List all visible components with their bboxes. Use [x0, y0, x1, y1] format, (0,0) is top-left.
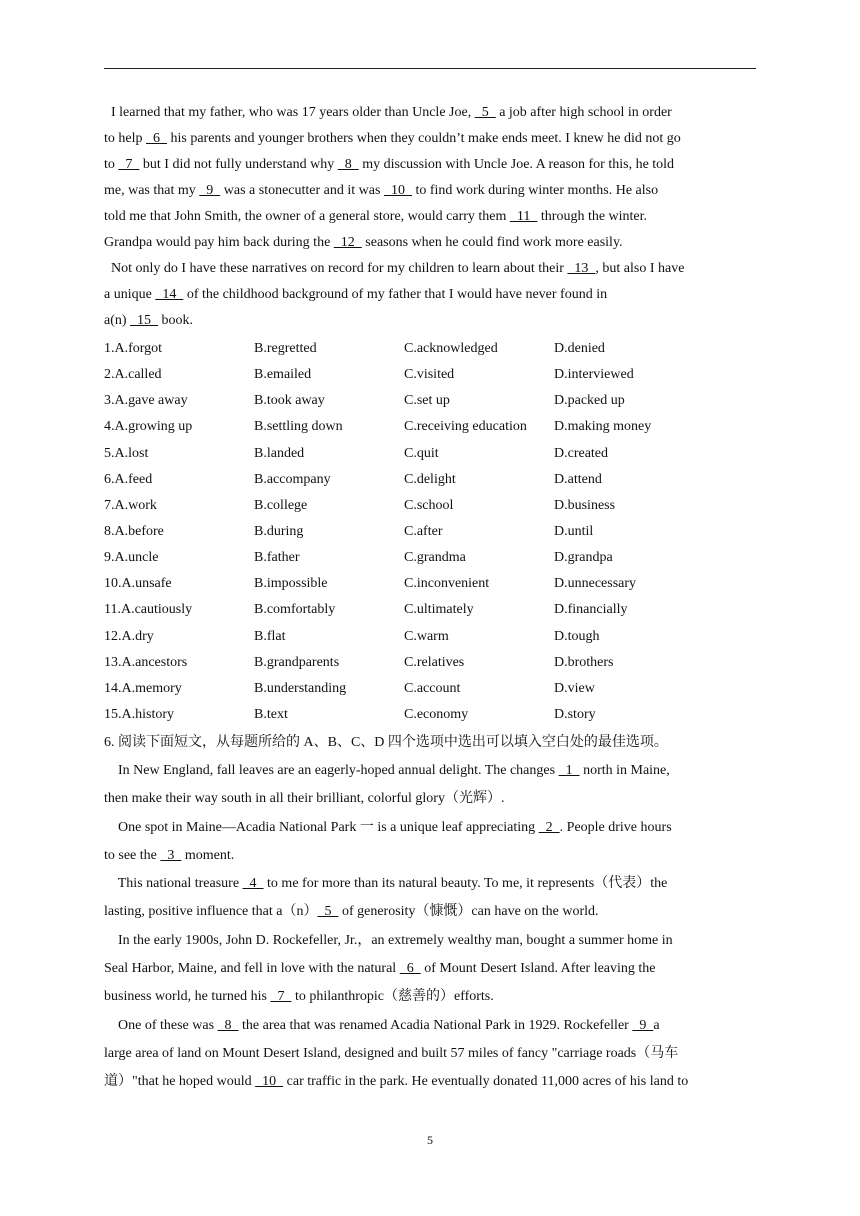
passage-line [104, 814, 764, 842]
option-choice: 4.A.growing up [104, 419, 193, 435]
text-segment: to philanthropic（慈善的）efforts. [291, 989, 494, 1005]
text-segment: Seal Harbor, Maine, and fell in love with the natural [104, 961, 400, 977]
option-choice: C.relatives [404, 654, 465, 670]
text-segment: then make their way south in all their brilliant, colorful glory（光辉）. [104, 791, 505, 807]
option-choice: C.warm [404, 628, 449, 644]
answer-blank: 9 [199, 183, 221, 198]
text-segment: a [653, 1017, 660, 1033]
option-choice: D.created [554, 445, 609, 461]
option-choice: 5.A.lost [104, 445, 149, 461]
answer-blank: 6 [146, 131, 167, 146]
text-segment: of the childhood background of my father that I would have never found in [183, 287, 608, 302]
passage-line [104, 256, 764, 282]
answer-blank: 7 [270, 989, 292, 1005]
passage-line [104, 983, 764, 1011]
option-choice: D.packed up [554, 393, 625, 409]
option-choice: 11.A.cautiously [104, 602, 193, 618]
option-choice: C.set up [404, 393, 450, 409]
text-segment: the area that was renamed Acadia National Park in 1929. Rockefeller [238, 1017, 633, 1033]
answer-blank: 7 [118, 157, 140, 172]
option-choice: C.visited [404, 367, 455, 383]
text-segment: my discussion with Uncle Joe. A reason for this, he told [358, 157, 675, 172]
passage-line [104, 927, 764, 955]
text-segment: to help [104, 131, 146, 146]
option-choice: C.after [404, 523, 443, 539]
text-segment: seasons when he could find work more easily. [361, 235, 623, 250]
option-choice: 12.A.dry [104, 628, 154, 644]
option-choice: 6.A.feed [104, 471, 153, 487]
passage-line [104, 178, 764, 204]
text-segment: me, was that my [104, 183, 200, 198]
option-choice: B.took away [254, 393, 325, 409]
passage-line [104, 757, 764, 785]
passage-line [104, 152, 764, 178]
passage-line [104, 126, 764, 152]
text-segment: to find work during winter months. He also [411, 183, 659, 198]
section-6-heading: 6. 阅读下面短文，从每题所给的 A、B、C、D 四个选项中选出可以填入空白处的最佳选项。 [104, 735, 668, 750]
passage-line [104, 955, 764, 983]
text-segment: lasting, positive influence that a（n） [104, 904, 318, 920]
option-choice: C.grandma [404, 550, 466, 566]
text-segment: of generosity（慷慨）can have on the world. [338, 904, 599, 920]
option-choice: B.flat [254, 628, 286, 644]
text-segment: a job after high school in order [495, 105, 672, 120]
option-choice: D.until [554, 523, 594, 539]
passage-line [104, 1068, 764, 1096]
option-choice: B.settling down [254, 419, 343, 435]
text-segment: One of these was [104, 1017, 218, 1033]
option-choice: C.delight [404, 471, 456, 487]
option-choice: C.ultimately [404, 602, 474, 618]
text-segment: One spot in Maine—Acadia National Park 一 is a unique leaf appreciating [104, 819, 539, 835]
text-segment: car traffic in the park. He eventually donated 11,000 acres of his land to [283, 1074, 689, 1090]
page-number: 5 [427, 1133, 433, 1147]
text-segment: , but also I have [595, 261, 685, 276]
option-choice: B.during [254, 523, 304, 539]
passage-line [104, 1012, 764, 1040]
option-choice: B.text [254, 706, 288, 722]
option-choice: D.financially [554, 602, 628, 618]
option-choice: C.economy [404, 706, 469, 722]
text-segment: his parents and younger brothers when they couldn’t make ends meet. I knew he did not go [167, 131, 681, 146]
answer-blank: 8 [337, 157, 359, 172]
text-segment: but I did not fully understand why [139, 157, 338, 172]
answer-blank: 2 [538, 819, 560, 835]
option-choice: B.understanding [254, 680, 347, 696]
answer-blank: 10 [383, 183, 412, 198]
option-choice: 15.A.history [104, 706, 174, 722]
option-choice: D.interviewed [554, 367, 634, 383]
answer-blank: 5 [474, 105, 496, 120]
passage-one [104, 100, 764, 334]
answer-blank: 3 [160, 847, 182, 863]
passage-line [104, 204, 764, 230]
text-segment: to me for more than its natural beauty. To me, it represents（代表）the [263, 876, 668, 892]
passage-line [104, 100, 764, 126]
answer-blank: 5 [317, 904, 339, 920]
option-choice: B.grandparents [254, 654, 340, 670]
text-segment: to [104, 157, 119, 172]
text-segment: to see the [104, 847, 161, 863]
text-segment: was a stonecutter and it was [220, 183, 384, 198]
text-segment: 道）"that he hoped would [104, 1074, 256, 1090]
text-segment: of Mount Desert Island. After leaving the [420, 961, 656, 977]
text-segment: told me that John Smith, the owner of a general store, would carry them [104, 209, 510, 224]
option-choice: 14.A.memory [104, 680, 182, 696]
passage-line [104, 898, 764, 926]
option-choice: 7.A.work [104, 497, 157, 513]
option-choice: 9.A.uncle [104, 550, 159, 566]
option-choice: 1.A.forgot [104, 341, 163, 356]
option-choice: C.school [404, 497, 454, 513]
option-choice: D.making money [554, 419, 652, 435]
option-choice: D.attend [554, 471, 602, 487]
answer-blank: 12 [333, 235, 362, 250]
text-segment: through the winter. [537, 209, 648, 224]
option-choice: B.emailed [254, 367, 312, 383]
option-choice: D.brothers [554, 654, 614, 670]
text-segment: book. [158, 313, 194, 328]
passage-line [104, 230, 764, 256]
text-segment: . People drive hours [559, 819, 672, 835]
text-segment: Not only do I have these narratives on record for my children to learn about their [104, 261, 568, 276]
header-rule [104, 68, 756, 69]
text-segment: This national treasure [104, 876, 243, 892]
answer-blank: 11 [509, 209, 538, 224]
answer-blank: 8 [217, 1017, 239, 1033]
text-segment: a unique [104, 287, 156, 302]
option-choice: C.acknowledged [404, 341, 498, 356]
option-choice: D.view [554, 680, 595, 696]
passage-line [104, 785, 764, 813]
answer-blank: 1 [558, 763, 580, 778]
option-choice: C.inconvenient [404, 576, 490, 592]
passage-line [104, 1040, 764, 1068]
text-segment: a(n) [104, 313, 131, 328]
option-choice: B.father [254, 550, 300, 566]
option-choice: C.receiving education [404, 419, 527, 435]
answer-blank: 13 [567, 261, 596, 276]
option-choice: 3.A.gave away [104, 393, 188, 409]
text-segment: Grandpa would pay him back during the [104, 235, 334, 250]
passage-line [104, 282, 764, 308]
option-choice: D.unnecessary [554, 576, 637, 592]
passage-two [104, 757, 764, 1097]
option-choice: 10.A.unsafe [104, 576, 172, 592]
option-choice: D.grandpa [554, 550, 613, 566]
answer-blank: 14 [155, 287, 184, 302]
option-choice: 8.A.before [104, 523, 164, 539]
option-choice: D.denied [554, 341, 605, 356]
text-segment: business world, he turned his [104, 989, 271, 1005]
text-segment: large area of land on Mount Desert Island, designed and built 57 miles of fancy "carriage roads（马车 [104, 1045, 679, 1061]
option-choice: B.regretted [254, 341, 317, 356]
option-choice: 13.A.ancestors [104, 654, 188, 670]
answer-blank: 15 [130, 313, 159, 328]
option-choice: B.landed [254, 445, 305, 461]
option-choice: D.business [554, 497, 616, 513]
answer-blank: 6 [399, 961, 421, 977]
option-choice: B.accompany [254, 471, 331, 487]
option-choice: B.impossible [254, 576, 328, 592]
passage-line [104, 870, 764, 898]
text-segment: I learned that my father, who was 17 years older than Uncle Joe, [104, 105, 475, 120]
answer-blank: 9 [632, 1017, 654, 1033]
passage-line [104, 308, 764, 334]
text-segment: In the early 1900s, John D. Rockefeller, Jr.，an extremely wealthy man, bought a summer home in [104, 932, 673, 948]
answer-blank: 10 [255, 1074, 284, 1090]
answer-blank: 4 [242, 876, 264, 892]
text-segment: In New England, fall leaves are an eagerly-hoped annual delight. The changes [104, 763, 559, 778]
option-choice: C.quit [404, 445, 439, 461]
option-choice: B.college [254, 497, 308, 513]
option-choice: D.tough [554, 628, 600, 644]
option-choice: C.account [404, 680, 461, 696]
option-choice: B.comfortably [254, 602, 336, 618]
passage-line [104, 842, 764, 870]
option-choice: D.story [554, 706, 596, 722]
option-choice: 2.A.called [104, 367, 162, 383]
text-segment: north in Maine, [579, 763, 670, 778]
text-segment: moment. [181, 847, 235, 863]
